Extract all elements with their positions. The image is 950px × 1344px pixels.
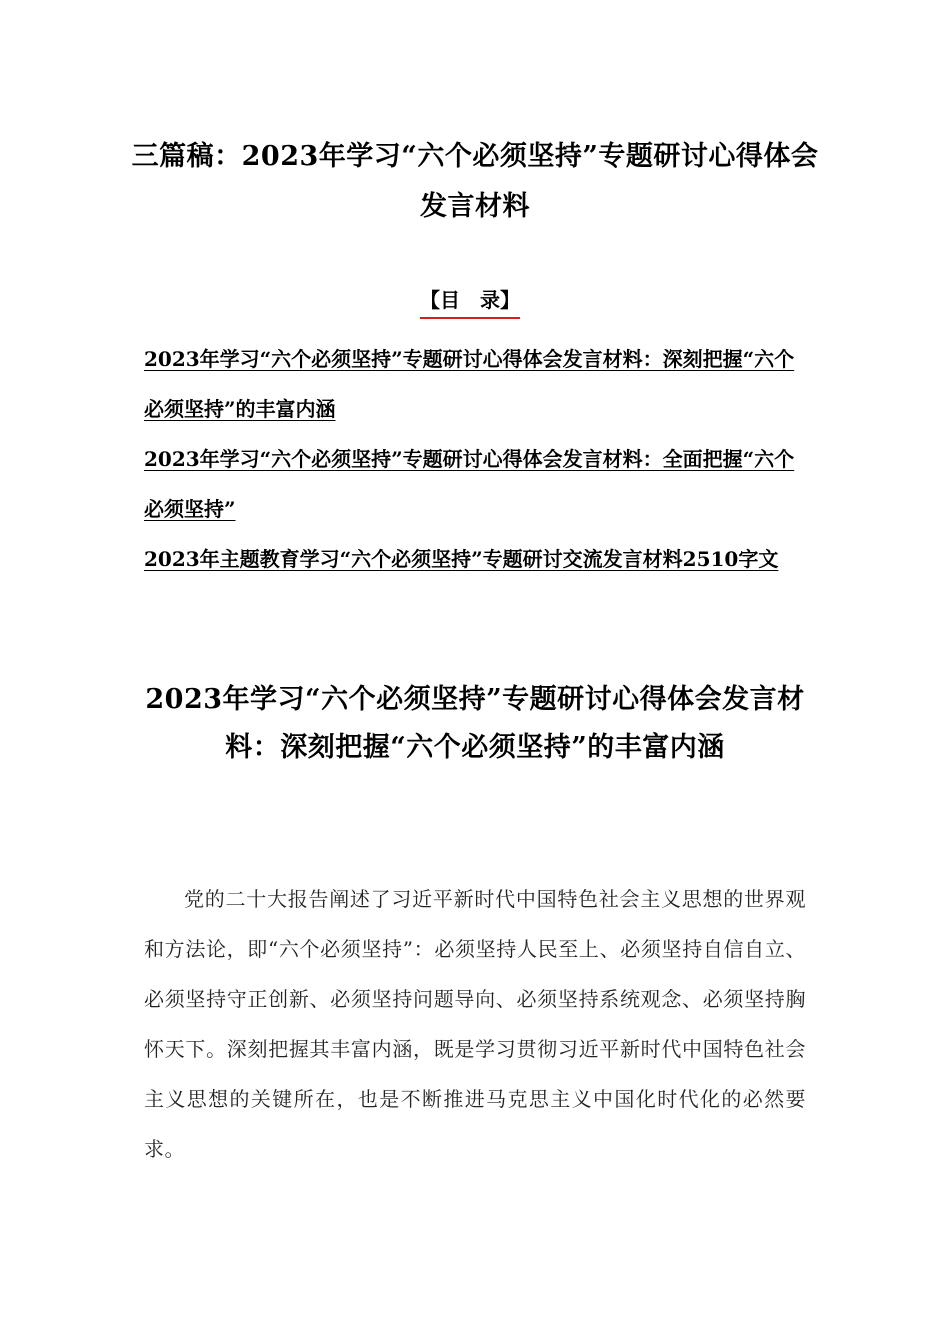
toc-link-2[interactable]: 2023年学习“六个必须坚持”专题研讨心得体会发言材料：全面把握“六个必须坚持” [144,447,795,521]
toc-heading-label: 【目 录】 [420,284,520,319]
body-paragraph: 党的二十大报告阐述了习近平新时代中国特色社会主义思想的世界观和方法论，即“六个必须坚持”：必须坚持人民至上、必须坚持自信自立、必须坚持守正创新、必须坚持问题导向、必须坚持系统观念、必须坚持胸怀天下。深刻把握其丰富内涵，既是学习贯彻习近平新时代中国特色社会主义思想的关键所在，也是不断推进马克思主义中国化时代化的必然要求。 [144,887,806,1161]
document-title: 三篇稿：2023年学习“六个必须坚持”专题研讨心得体会发言材料 [131,141,819,222]
toc-heading [380,284,560,319]
toc-link-1[interactable]: 2023年学习“六个必须坚持”专题研讨心得体会发言材料：深刻把握“六个必须坚持”的丰富内涵 [144,347,795,421]
toc-link-3[interactable]: 2023年主题教育学习“六个必须坚持”专题研讨交流发言材料2510字文 [144,547,779,571]
table-of-contents [144,334,806,584]
section-title: 2023年学习“六个必须坚持”专题研讨心得体会发言材料：深刻把握“六个必须坚持”的丰富内涵 [145,684,805,763]
